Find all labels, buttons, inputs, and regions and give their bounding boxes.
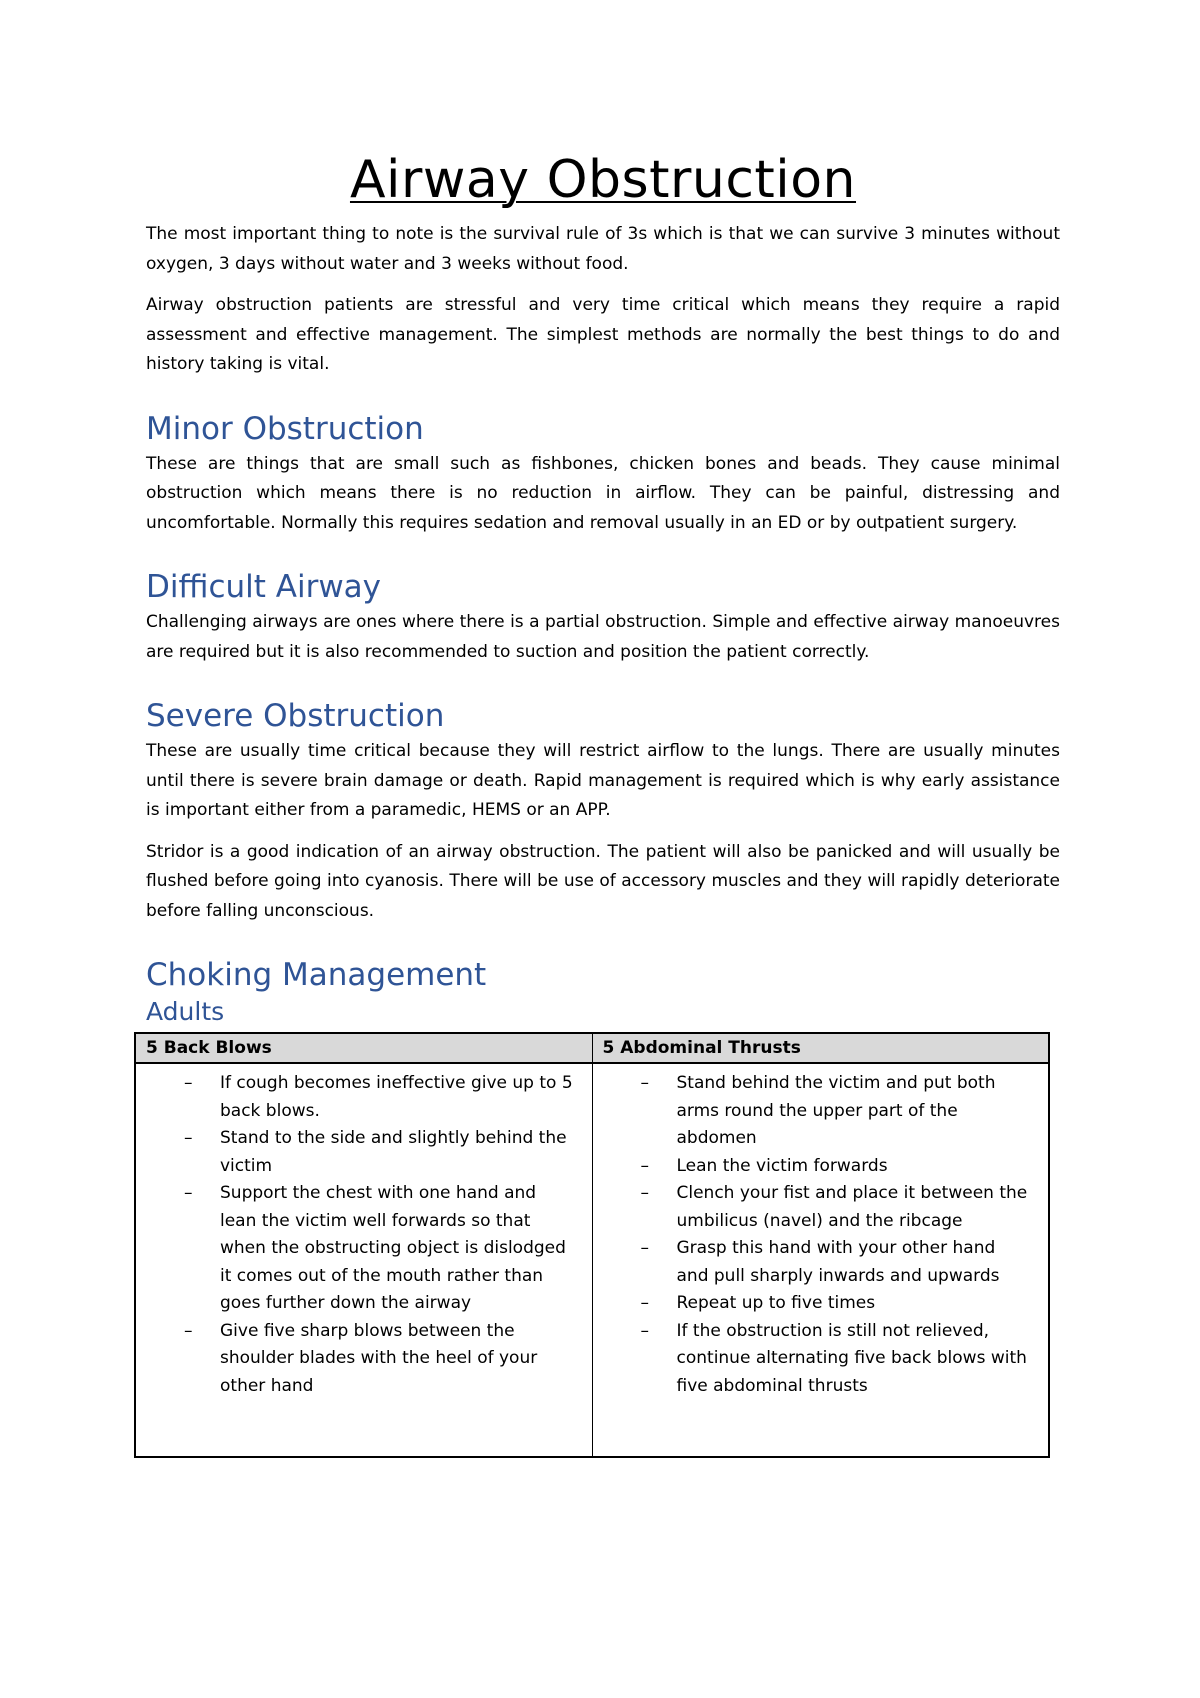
page-title: Airway Obstruction <box>349 150 857 210</box>
header-back-blows: 5 Back Blows <box>135 1033 592 1063</box>
list-item: – Support the chest with one hand and lean the victim well forwards so that when the obstructing object is dislodged it comes out of the mouth rather than goes further down the airway <box>220 1180 582 1318</box>
list-item: – Give five sharp blows between the shoulder blades with the heel of your other hand <box>220 1318 582 1401</box>
heading-choking-management: Choking Management <box>146 957 487 993</box>
list-item: – Repeat up to five times <box>677 1290 1039 1318</box>
table-body-row <box>135 1063 1049 1457</box>
heading-minor-obstruction: Minor Obstruction <box>146 410 424 447</box>
heading-severe-obstruction: Severe Obstruction <box>146 698 445 734</box>
abdominal-thrusts-cell <box>592 1063 1049 1457</box>
table-header-row <box>135 1033 1049 1063</box>
intro-paragraph-1: The most important thing to note is the survival rule of 3s which is that we can survive 3 minutes without oxygen, 3 days without water and 3 weeks without food. <box>146 224 1060 274</box>
intro-paragraph-2: Airway obstruction patients are stressful and very time critical which means they require a rapid assessment and effective management. The simplest methods are normally the best things to do and history taking is vital. <box>146 295 1060 374</box>
list-item: – If cough becomes ineffective give up to 5 back blows. <box>220 1070 582 1125</box>
minor-obstruction-paragraph: These are things that are small such as fishbones, chicken bones and beads. They cause minimal obstruction which means there is no reduction in airflow. They can be painful, distressing and uncomfortable. Normally this requires sedation and removal usually in an ED or by outpatient surgery. <box>146 453 1060 533</box>
list-item: – Stand to the side and slightly behind the victim <box>220 1125 582 1180</box>
list-item: – Clench your fist and place it between the umbilicus (navel) and the ribcage <box>677 1180 1039 1235</box>
header-abdominal-thrusts: 5 Abdominal Thrusts <box>592 1033 1049 1063</box>
back-blows-list <box>146 1070 582 1400</box>
choking-management-table <box>134 1032 1050 1458</box>
list-item: – Grasp this hand with your other hand and pull sharply inwards and upwards <box>677 1235 1039 1290</box>
severe-obstruction-paragraph-1: These are usually time critical because they will restrict airflow to the lungs. There are usually minutes until there is severe brain damage or death. Rapid management is required which is why early assistance is important either from a paramedic, HEMS or an APP. <box>146 741 1060 820</box>
difficult-airway-paragraph: Challenging airways are ones where there is a partial obstruction. Simple and effective airway manoeuvres are required but it is also recommended to suction and position the patient correctly. <box>146 612 1060 662</box>
list-item: – If the obstruction is still not relieved, continue alternating five back blows with five abdominal thrusts <box>677 1318 1039 1401</box>
list-item: – Lean the victim forwards <box>677 1153 1039 1181</box>
document-content <box>146 148 1060 1458</box>
back-blows-cell <box>135 1063 592 1457</box>
severe-obstruction-paragraph-2: Stridor is a good indication of an airway obstruction. The patient will also be panicked and will usually be flushed before going into cyanosis. There will be use of accessory muscles and they will rapidly deteriorate before falling unconscious. <box>146 841 1060 921</box>
heading-difficult-airway: Difficult Airway <box>146 569 382 605</box>
list-item: – Stand behind the victim and put both arms round the upper part of the abdomen <box>677 1070 1039 1153</box>
abdominal-thrusts-list <box>603 1070 1039 1400</box>
subheading-adults: Adults <box>146 997 225 1026</box>
